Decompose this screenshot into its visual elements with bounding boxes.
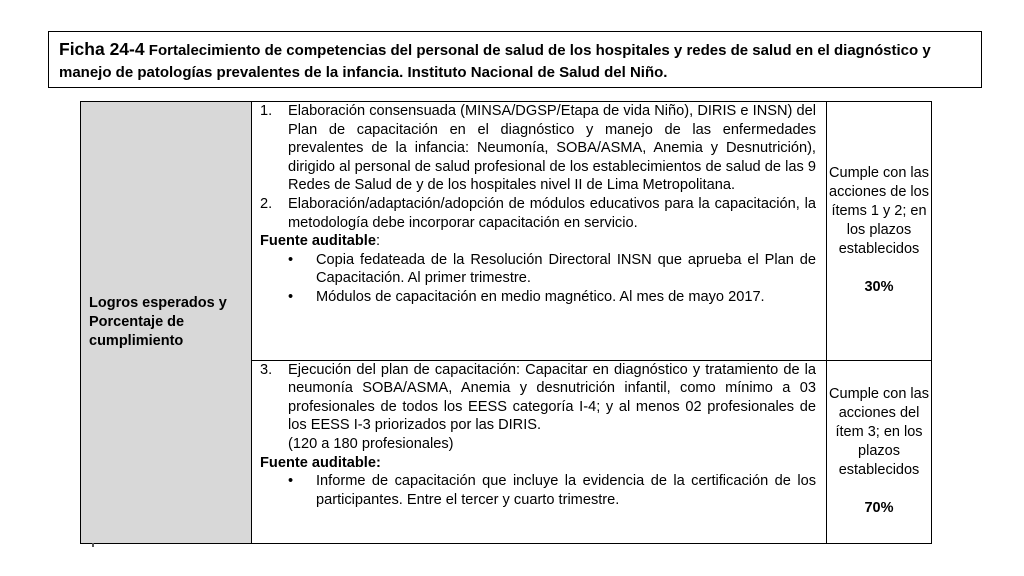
item-text: Elaboración/adaptación/adopción de módulos educativos para la capacitación, la metodología debe incorporar capacitación en servicio. [288, 195, 816, 231]
document-title-box [48, 31, 982, 88]
item-number: 1. [260, 103, 273, 119]
status-text: Cumple con las acciones de los ítems 1 y 2; en los plazos establecidos [829, 165, 929, 258]
bullet-text: Informe de capacitación que incluye la evidencia de la certificación de los participantes. Entre el tercer y cuarto trimestre. [316, 473, 816, 508]
bullet-icon: • [288, 473, 294, 490]
list-item [252, 195, 826, 232]
percent-value: 70% [864, 500, 894, 517]
list-item [252, 102, 826, 195]
bullet-icon: • [288, 251, 294, 268]
ficha-table [80, 101, 932, 544]
item-text: Ejecución del plan de capacitación: Capacitar en diagnóstico y tratamiento de la neumonía SOBA/ASMA, Anemia y desnutrición infantil, como mínimo a 03 profesionales de todos los EESS categoría I-4; y al menos 02 profesionales de los EESS I-3 priorizados por las DIRIS. [288, 361, 816, 434]
fuente-auditable-label: Fuente auditable: [260, 233, 381, 250]
content-cell-2 [252, 360, 827, 543]
status-text: Cumple con las acciones del ítem 3; en los plazos establecidos [829, 386, 929, 479]
list-item [252, 288, 826, 307]
item-number: 3. [260, 361, 273, 378]
list-item [252, 251, 826, 288]
status-cell-1 [827, 102, 932, 361]
fuente-auditable-label: Fuente auditable: [260, 454, 381, 471]
percent-value: 30% [864, 279, 894, 296]
ficha-code: Ficha 24-4 [59, 39, 145, 59]
bullet-text: Copia fedateada de la Resolución Directoral INSN que aprueba el Plan de Capacitación. Al primer trimestre. [316, 251, 816, 287]
row-label-cell [81, 102, 252, 544]
table-row [81, 102, 932, 361]
list-item [252, 361, 826, 435]
ficha-title: Fortalecimiento de competencias del personal de salud de los hospitales y redes de salud en el diagnóstico y manejo de patologías prevalentes de la infancia. Instituto Nacional de Salud del Niño. [59, 42, 931, 81]
item-number: 2. [260, 195, 273, 212]
content-cell-1 [252, 102, 827, 361]
bullet-icon: • [288, 288, 294, 305]
table-edge-mark [92, 543, 94, 547]
row-label: Logros esperados y Porcentaje de cumplimiento [89, 295, 227, 349]
item-text: Elaboración consensuada (MINSA/DGSP/Etapa de vida Niño), DIRIS e INSN) del Plan de capacitación en el diagnóstico y manejo de las enfermedades prevalentes de la infancia: Neumonía, SOBA/ASMA, Anemia y Desnutrición), dirigido al personal de salud profesional de los establecimientos de salud de las 9 Redes de Salud de y de los hospitales nivel II de Lima Metropolitana. [288, 103, 816, 194]
list-item [252, 472, 826, 509]
bullet-text: Módulos de capacitación en medio magnético. Al mes de mayo 2017. [316, 288, 765, 305]
note-text: (120 a 180 profesionales) [288, 435, 454, 452]
status-cell-2 [827, 360, 932, 543]
